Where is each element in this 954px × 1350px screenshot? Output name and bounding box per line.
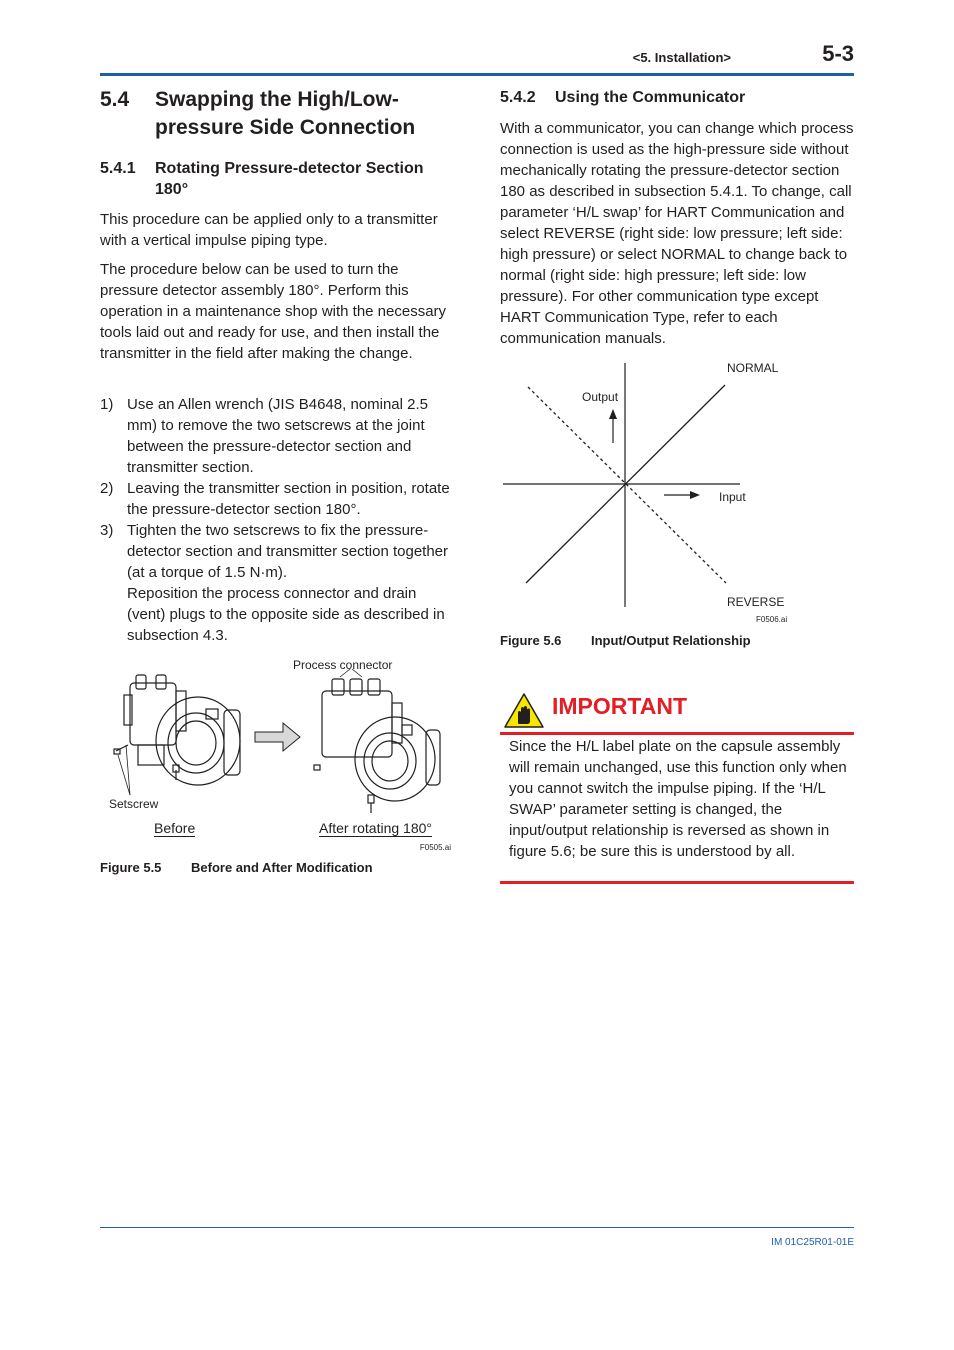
important-title: IMPORTANT xyxy=(552,693,688,719)
important-top-rule xyxy=(500,732,854,735)
figure-file-id: F0505.ai xyxy=(419,843,451,852)
subsection-number: 5.4.1 xyxy=(100,160,136,177)
transmitter-before-drawing xyxy=(114,675,240,785)
step-item: 3) Tighten the two setscrews to fix the pressure-detector section and transmitter section together (at a torque of 1.5 N·m). Reposition the process connector and drain (vent) plugs to the opposite side as described in subsection 4.3. xyxy=(100,522,449,644)
label-before: Before xyxy=(154,820,196,836)
label-normal: NORMAL xyxy=(727,361,779,375)
section-number: 5.4 xyxy=(100,88,130,111)
label-input: Input xyxy=(719,490,746,504)
running-header-section: <5. Installation> xyxy=(632,50,731,65)
figure-5-5-caption: Figure 5.5 Before and After Modification xyxy=(100,860,373,875)
figure-5-5 xyxy=(100,655,456,855)
label-reverse: REVERSE xyxy=(727,595,785,609)
label-setscrew: Setscrew xyxy=(109,797,159,811)
warning-hand-icon xyxy=(504,693,544,729)
subsection-title: Rotating Pressure-detector Section 180° xyxy=(155,160,424,198)
paragraph-applicability: This procedure can be applied only to a transmitter with a vertical impulse piping type. xyxy=(100,211,438,249)
paragraph-procedure-intro: The procedure below can be used to turn the pressure detector assembly 180°. Perform this operation in a maintenance shop with the necessary tools laid out and ready for use, and then install the transmitter in the field after making the change. xyxy=(100,261,447,362)
section-title: Swapping the High/Low-pressure Side Connection xyxy=(155,88,416,139)
step-item: 2) Leaving the transmitter section in position, rotate the pressure-detector section 180°. xyxy=(100,480,450,518)
arrow-right-icon xyxy=(255,723,300,751)
reverse-line xyxy=(528,387,726,583)
label-after-rotating: After rotating 180° xyxy=(319,820,432,836)
subsection-title: Using the Communicator xyxy=(555,89,746,106)
section-5-4-heading xyxy=(100,86,460,142)
page-number: 5-3 xyxy=(822,41,854,66)
paragraph-communicator: With a communicator, you can change which process connection is used as the high-pressure side without mechanically rotating the pressure-detector section 180 as described in subsection 5.4.1. To change, call parameter ‘H/L swap’ for HART Communication and select REVERSE (right side: low pressure; left side: high pressure) or select NORMAL to change back to normal (right side: high pressure; left side: low pressure). For other communication type except HART Communication Type, refer to each communication manuals. xyxy=(500,120,854,347)
figure-file-id: F0506.ai xyxy=(756,615,788,624)
figure-5-6 xyxy=(500,355,800,627)
procedure-steps xyxy=(100,394,456,646)
label-output: Output xyxy=(582,390,619,404)
header-rule xyxy=(100,73,854,76)
output-arrow-icon xyxy=(609,409,617,443)
important-body: Since the H/L label plate on the capsule assembly will remain unchanged, use this function only when you cannot switch the impulse piping. If the ‘H/L SWAP’ parameter setting is changed, the input/output relationship is reversed as shown in figure 5.6; be sure this is understood by all. xyxy=(509,738,847,860)
subsection-number: 5.4.2 xyxy=(500,89,536,106)
label-process-connector: Process connector xyxy=(293,658,393,672)
document-id: IM 01C25R01-01E xyxy=(771,1237,854,1248)
input-arrow-icon xyxy=(664,491,700,499)
section-5-4-2-heading xyxy=(500,87,854,108)
input-output-graph xyxy=(500,355,800,627)
section-5-4-1-heading xyxy=(100,158,460,200)
figure-5-6-caption: Figure 5.6 Input/Output Relationship xyxy=(500,633,751,648)
important-bottom-rule xyxy=(500,881,854,884)
step-item: 1) Use an Allen wrench (JIS B4648, nominal 2.5 mm) to remove the two setscrews at the joint between the pressure-detector section and transmitter section. xyxy=(100,396,429,476)
transmitter-after-drawing xyxy=(314,679,440,813)
footer-rule xyxy=(100,1227,854,1228)
